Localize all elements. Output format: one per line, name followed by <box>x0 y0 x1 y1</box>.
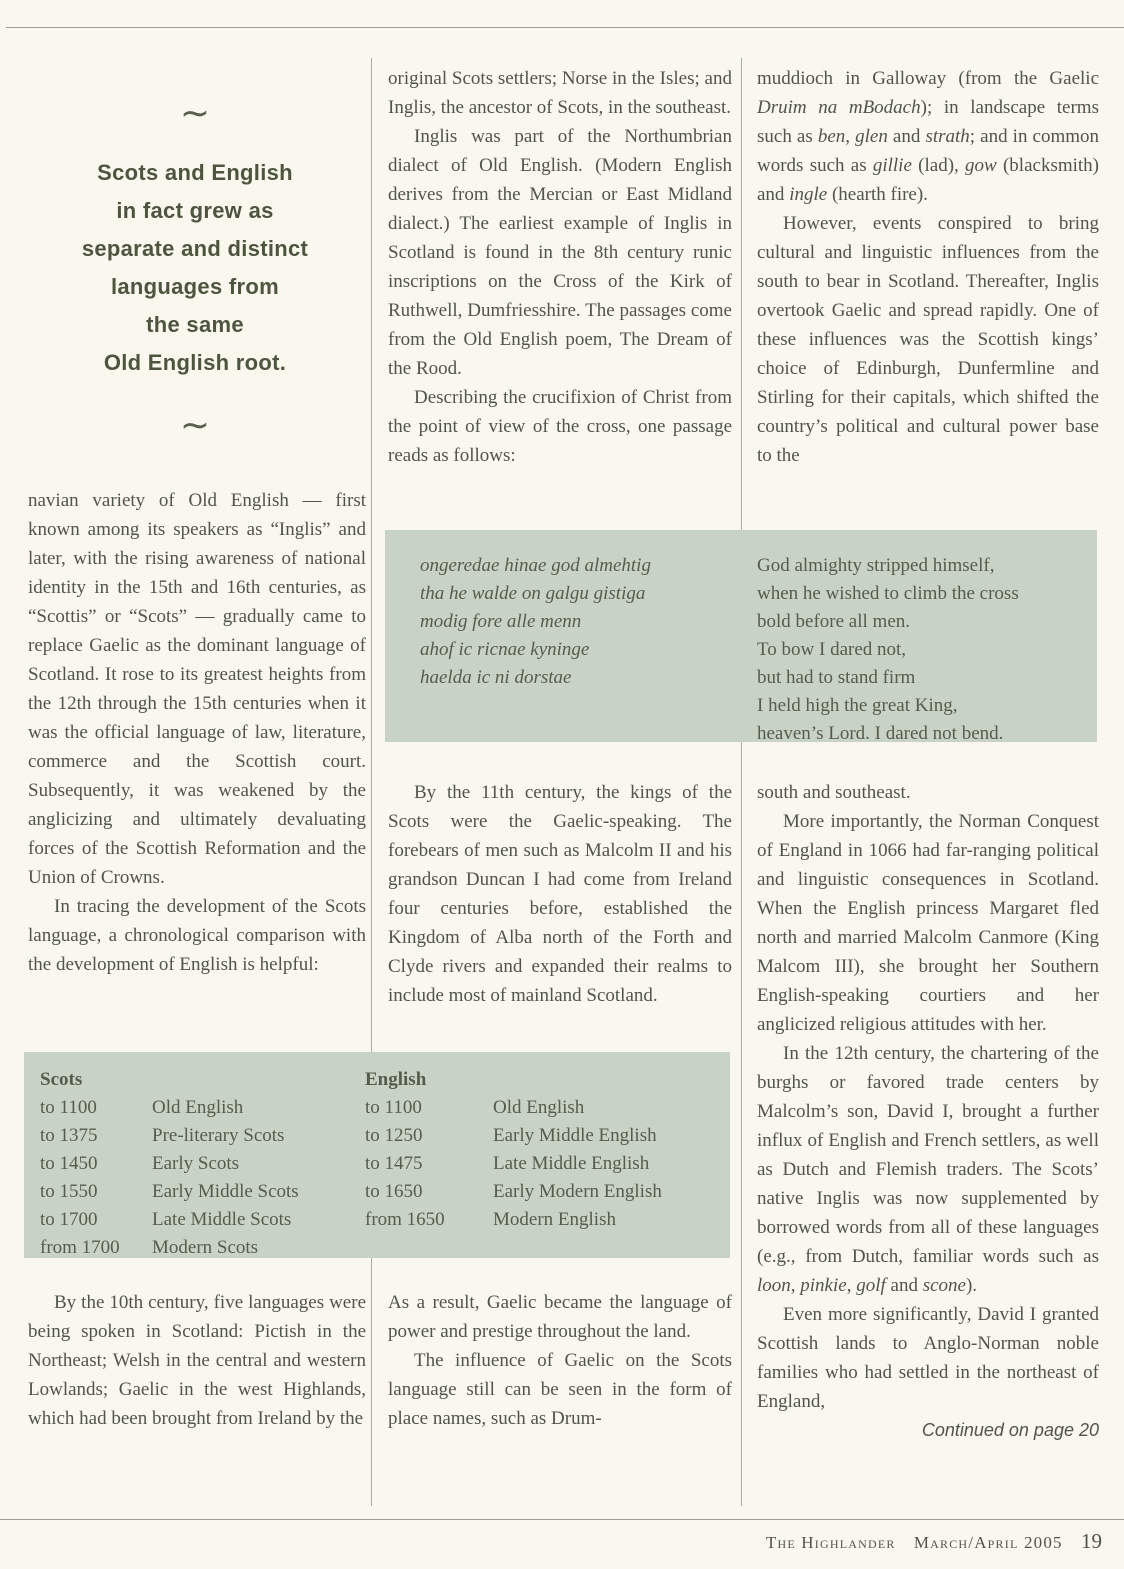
column-divider-left <box>371 58 372 1506</box>
right-column-text-bottom <box>757 778 1099 1445</box>
left-column-text <box>28 486 366 979</box>
column-divider-right <box>741 58 742 1506</box>
paragraph: In tracing the development of the Scots language, a chronological comparison with the development of English is helpful: <box>28 896 366 975</box>
tilde-ornament-bottom: ∼ <box>179 405 211 445</box>
paragraph: Inglis was part of the Northumbrian dialect of Old English. (Modern English derives from the Mercian or East Midland dialect.) The earliest example of Inglis in Scotland is found in the 8th century runic inscriptions on the Cross of the Kirk of Ruthwell, Dumfriesshire. The passages come from the Old English poem, The Dream of the Rood. <box>388 126 732 379</box>
period-cell: to 1375 <box>40 1125 98 1146</box>
period-cell: to 1475 <box>365 1153 423 1174</box>
pull-quote-line: Scots and English <box>97 160 293 185</box>
paragraph: original Scots settlers; Norse in the Isles; and Inglis, the ancestor of Scots, in the southeast. <box>388 68 732 118</box>
table-row <box>40 1150 299 1178</box>
stage-cell: Old English <box>493 1097 585 1118</box>
right-column-text-top <box>757 64 1099 470</box>
poem-line: God almighty stripped himself, <box>757 555 995 576</box>
table-row <box>40 1206 299 1234</box>
left-column-text-bottom <box>28 1288 366 1433</box>
poem-translation <box>757 552 1087 748</box>
scots-table-header: Scots <box>40 1069 83 1090</box>
poem-line: tha he walde on galgu gistiga <box>420 583 646 604</box>
table-row <box>40 1178 299 1206</box>
continued-notice: Continued on page 20 <box>921 1420 1099 1440</box>
table-row <box>40 1122 299 1150</box>
poem-line: I held high the great King, <box>757 695 958 716</box>
poem-line: when he wished to climb the cross <box>757 583 1019 604</box>
stage-cell: Modern English <box>493 1209 616 1230</box>
paragraph: However, events conspired to bring cultural and linguistic influences from the south to bear in Scotland. Thereafter, Inglis overtook Gaelic and spread rapidly. One of these influences was the Scottish kings’ choice of Edinburgh, Dunfermline and Stirling for their capitals, which shifted the country’s political and cultural power base to the <box>757 213 1099 466</box>
top-rule <box>6 27 1124 28</box>
poem-line: bold before all men. <box>757 611 911 632</box>
paragraph: More importantly, the Norman Conquest of England in 1066 had far-ranging political and linguistic consequences in Scotland. When the English princess Margaret fled north and married Malcolm Canmore (King Malcom III), she brought her Southern English-speaking courtiers and her anglicized religious attitudes with her. <box>757 811 1099 1035</box>
table-row <box>365 1150 662 1178</box>
pull-quote-text <box>28 154 362 382</box>
poem-line: To bow I dared not, <box>757 639 907 660</box>
paragraph: Describing the crucifixion of Christ from the point of view of the cross, one passage reads as follows: <box>388 387 732 466</box>
stage-cell: Early Middle Scots <box>152 1181 299 1202</box>
paragraph: navian variety of Old English — first known among its speakers as “Inglis” and later, with the rising awareness of national identity in the 15th and 16th centuries, as “Scottis” or “Scots” — gradually came to replace Gaelic as the dominant language of Scotland. It rose to its greatest heights from the 12th through the 15th centuries when it was the official language of law, literature, commerce and the Scottish court. Subsequently, it was weakened by the anglicizing and ultimately devaluating forces of the Scottish Reformation and the Union of Crowns. <box>28 490 366 888</box>
tilde-ornament-top: ∼ <box>179 93 211 133</box>
table-row <box>365 1178 662 1206</box>
poem-line: haelda ic ni dorstae <box>420 667 572 688</box>
page-footer <box>766 1529 1102 1554</box>
period-cell: to 1100 <box>40 1097 97 1118</box>
english-table-header: English <box>365 1069 427 1090</box>
poem-line: but had to stand firm <box>757 667 916 688</box>
stage-cell: Old English <box>152 1097 244 1118</box>
paragraph: By the 11th century, the kings of the Scots were the Gaelic-speaking. The forebears of men such as Malcolm II and his grandson Duncan I had come from Ireland four centuries before, established the Kingdom of Alba north of the Forth and Clyde rivers and expanded their realms to include most of mainland Scotland. <box>388 782 732 1006</box>
table-row <box>365 1094 662 1122</box>
paragraph: In the 12th century, the chartering of the burghs or favored trade centers by Malcolm’s son, David I, brought a further influx of English and French settlers, as well as Dutch and Flemish traders. The Scots’ native Inglis was now supplemented by borrowed words from all of these languages (e.g., from Dutch, familiar words such as loon, pinkie, golf and scone). <box>757 1043 1099 1296</box>
table-row <box>365 1122 662 1150</box>
bottom-rule <box>0 1519 1124 1520</box>
poem-line: ahof ic ricnae kyninge <box>420 639 590 660</box>
stage-cell: Early Middle English <box>493 1125 657 1146</box>
poem-line: ongeredae hinae god almehtig <box>420 555 651 576</box>
stage-cell: Early Scots <box>152 1153 240 1174</box>
table-row <box>40 1234 299 1262</box>
middle-column-text-top <box>388 64 732 470</box>
page-number: 19 <box>1081 1529 1102 1553</box>
pull-quote <box>28 93 362 445</box>
table-row <box>40 1094 299 1122</box>
period-cell: to 1650 <box>365 1181 423 1202</box>
stage-cell: Early Modern English <box>493 1181 662 1202</box>
period-cell: to 1550 <box>40 1181 98 1202</box>
issue-date: March/April 2005 <box>913 1533 1063 1552</box>
table-row <box>365 1206 662 1234</box>
middle-column-text-bottom <box>388 1288 732 1433</box>
pull-quote-line: Old English root. <box>103 350 287 375</box>
period-cell: to 1100 <box>365 1097 422 1118</box>
magazine-title: The Highlander <box>765 1533 896 1552</box>
pull-quote-line: the same <box>146 312 244 337</box>
stage-cell: Late Middle Scots <box>152 1209 292 1230</box>
period-cell: from 1650 <box>365 1209 445 1230</box>
english-table <box>365 1066 662 1234</box>
period-cell: to 1700 <box>40 1209 98 1230</box>
stage-cell: Modern Scots <box>152 1237 259 1258</box>
language-comparison-box <box>24 1052 730 1258</box>
stage-cell: Late Middle English <box>493 1153 650 1174</box>
poem-line: modig fore alle menn <box>420 611 582 632</box>
poem-old-english <box>420 552 740 692</box>
pull-quote-line: in fact grew as <box>116 198 274 223</box>
poem-line: heaven’s Lord. I dared not bend. <box>757 723 1004 744</box>
pull-quote-line: languages from <box>110 274 279 299</box>
pull-quote-line: separate and distinct <box>81 236 309 261</box>
paragraph: The influence of Gaelic on the Scots language still can be seen in the form of place names, such as Drum- <box>388 1350 732 1429</box>
period-cell: to 1250 <box>365 1125 423 1146</box>
paragraph: By the 10th century, five languages were being spoken in Scotland: Pictish in the Northeast; Welsh in the central and western Lowlands; Gaelic in the west Highlands, which had been brought from Ireland by the <box>28 1292 366 1429</box>
period-cell: to 1450 <box>40 1153 98 1174</box>
paragraph: muddioch in Galloway (from the Gaelic Druim na mBodach); in landscape terms such as ben, glen and strath; and in common words such as gillie (lad), gow (blacksmith) and ingle (hearth fire). <box>757 68 1100 205</box>
period-cell: from 1700 <box>40 1237 120 1258</box>
paragraph: Even more significantly, David I granted Scottish lands to Anglo-Norman noble families who had settled in the northeast of England, <box>757 1304 1099 1412</box>
scots-table <box>40 1066 299 1262</box>
poem-highlight-box <box>385 530 1097 742</box>
middle-column-text-mid <box>388 778 732 1010</box>
stage-cell: Pre-literary Scots <box>152 1125 285 1146</box>
paragraph: south and southeast. <box>757 782 911 803</box>
paragraph: As a result, Gaelic became the language of power and prestige throughout the land. <box>388 1292 732 1342</box>
